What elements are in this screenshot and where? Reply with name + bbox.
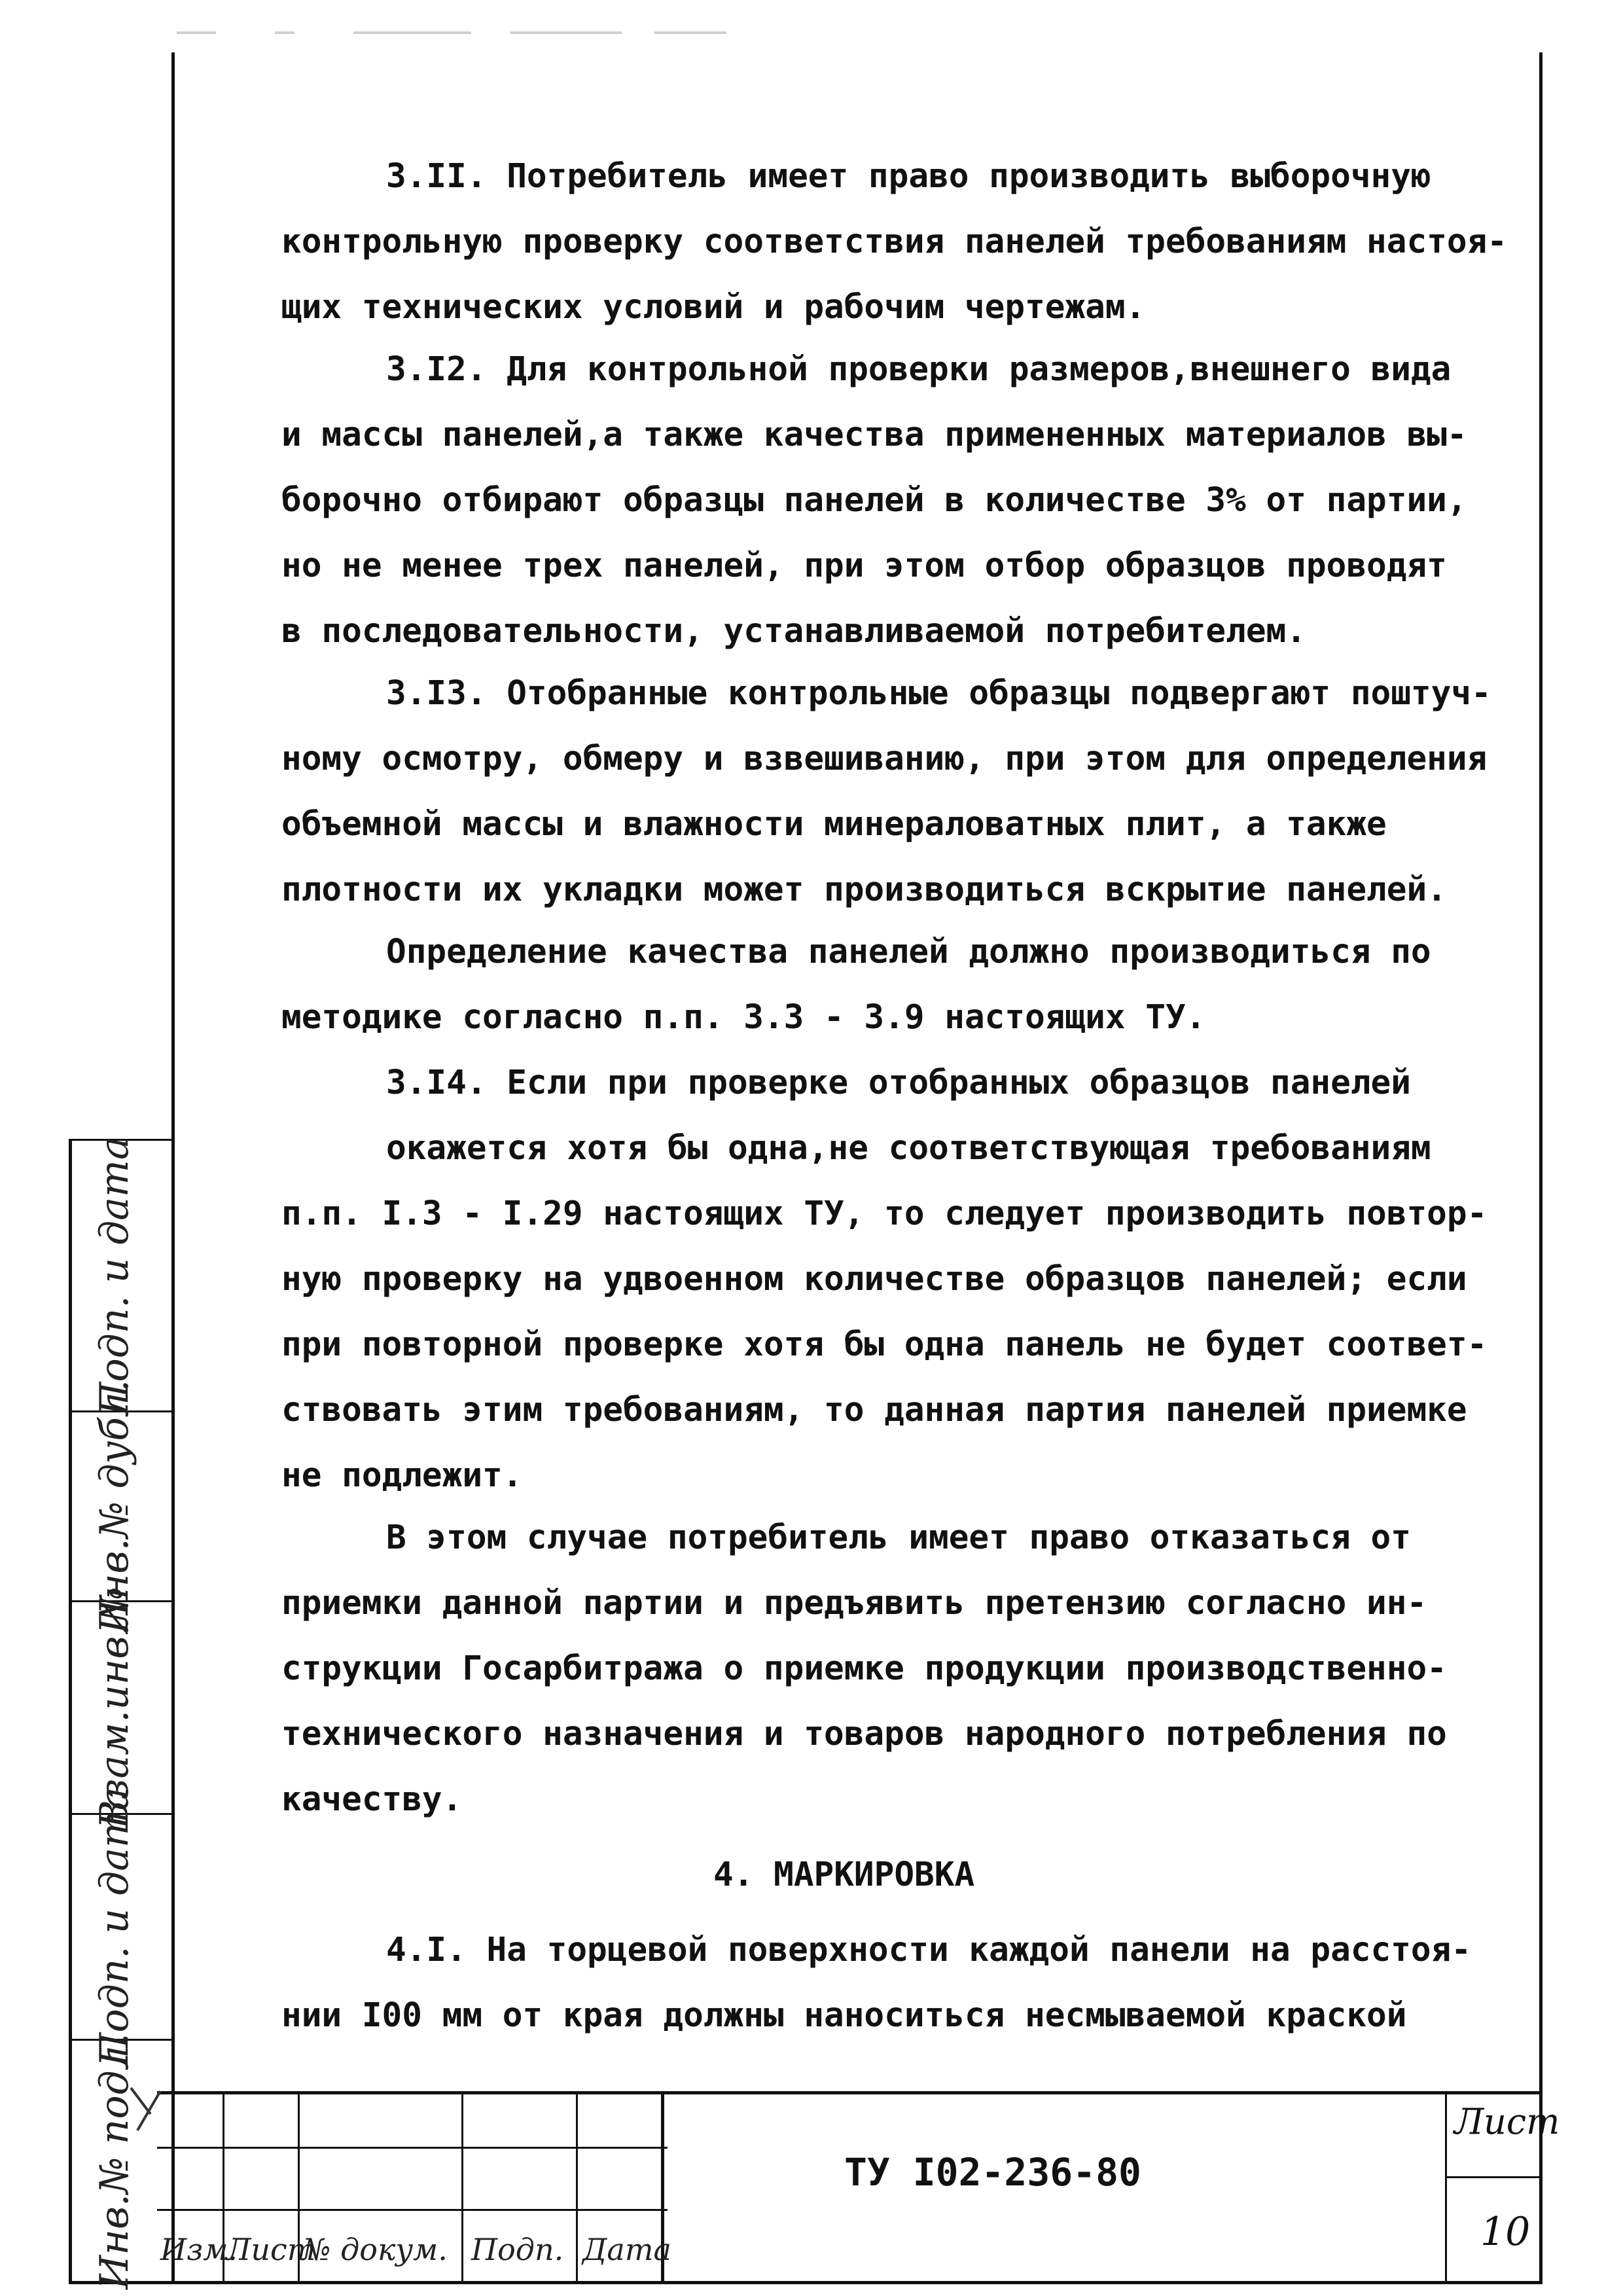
side-cell-sign-date (72, 1136, 157, 1416)
text-line: в последовательности, устанавливаемой потребителем. (281, 612, 1306, 651)
text-line: не подлежит. (281, 1456, 523, 1495)
text-line: объемной массы и влажности минераловатных плит, а также (281, 805, 1387, 844)
tb-label-doc: № докум. (302, 2232, 448, 2267)
frame-left-border (171, 52, 175, 2284)
check-mark-icon (124, 2081, 170, 2140)
sheet-label: Лист (1454, 2101, 1560, 2142)
title-block-col (576, 2091, 578, 2284)
side-cell-dup-inv (72, 1379, 157, 1634)
paragraph-4-1 (281, 1918, 1505, 2049)
text-line: плотности их укладки может производиться вскрытие панелей. (281, 870, 1447, 909)
text-line: и массы панелей,а также качества примененных материалов вы- (281, 416, 1467, 454)
side-label-sign-date: Подп. и дата (92, 1136, 137, 1416)
title-block-row (157, 2147, 668, 2149)
text-line: 3.II. Потребитель имеет право производить выборочную (386, 157, 1431, 196)
scan-artifact (654, 31, 726, 34)
side-cell-replace-inv (72, 1586, 157, 1829)
scan-artifact (510, 31, 622, 34)
text-line: щих технических условий и рабочим чертежам. (281, 288, 1146, 327)
side-label-replace-inv: Взам.инв.№ (92, 1586, 137, 1829)
text-line: В этом случае потребитель имеет право отказаться от (386, 1518, 1411, 1557)
side-label-sign-date-2: Подп. и дата (92, 1787, 137, 2067)
text-line: технического назначения и товаров народного потребления по (281, 1715, 1447, 1753)
paragraph-claim (281, 1505, 1505, 1833)
side-cell-sign-date-2 (72, 1787, 157, 2067)
title-block-row (157, 2209, 668, 2211)
tb-label-list: Лист (226, 2232, 316, 2267)
scan-artifact (275, 31, 294, 34)
tb-label-sign: Подп. (471, 2232, 564, 2267)
text-line: ному осмотру, обмеру и взвешиванию, при этом для определения (281, 740, 1488, 778)
section-heading: 4. МАРКИРОВКА (713, 1856, 975, 1894)
text-line: при повторной проверке хотя бы одна панель не будет соответ- (281, 1325, 1488, 1364)
scan-artifact (177, 31, 216, 34)
text-line: 3.I2. Для контрольной проверки размеров,внешнего вида (386, 350, 1452, 389)
side-cell-orig-inv (72, 2032, 157, 2289)
side-label-orig-inv: Инв.№ подл. (92, 2032, 137, 2289)
text-line: качеству. (281, 1780, 463, 1819)
text-line: приемки данной партии и предъявить претензию согласно ин- (281, 1584, 1427, 1623)
text-line: контрольную проверку соответствия панелей требованиям настоя- (281, 223, 1507, 261)
paragraph-3-14 (281, 1050, 1505, 1509)
sheet-number: 10 (1480, 2209, 1531, 2255)
paragraph-3-13 (281, 661, 1505, 923)
text-line: ствовать этим требованиям, то данная партия панелей приемке (281, 1391, 1467, 1429)
scan-artifact (353, 31, 471, 34)
text-line: п.п. I.3 - I.29 настоящих ТУ, то следует производить повтор- (281, 1194, 1488, 1233)
text-line: 3.I4. Если при проверке отобранных образцов панелей (386, 1064, 1411, 1102)
side-label-dup-inv: Инв.№ дубл. (92, 1379, 137, 1634)
text-line: ную проверку на удвоенном количестве образцов панелей; если (281, 1260, 1467, 1299)
title-block-row (1446, 2176, 1541, 2178)
text-line: Определение качества панелей должно производиться по (386, 933, 1431, 971)
text-line: борочно отбирают образцы панелей в количестве 3% от партии, (281, 481, 1467, 520)
text-line: методике согласно п.п. 3.3 - 3.9 настоящих ТУ. (281, 998, 1206, 1037)
document-code: ТУ I02-236-80 (844, 2150, 1141, 2195)
text-line: но не менее трех панелей, при этом отбор образцов проводят (281, 547, 1447, 585)
frame-right-border (1539, 52, 1543, 2284)
paragraph-3-12 (281, 337, 1505, 664)
title-block-col (461, 2091, 463, 2284)
text-line: нии I00 мм от края должны наноситься несмываемой краской (281, 1996, 1407, 2035)
title-block-top (157, 2091, 1543, 2094)
text-line: струкции Госарбитража о приемке продукции производственно- (281, 1649, 1447, 1688)
frame-bottom-border (69, 2281, 1543, 2284)
tb-label-izm: Изм. (160, 2232, 238, 2267)
text-line: 4.I. На торцевой поверхности каждой панели на расстоя- (386, 1931, 1472, 1969)
title-block-col (1445, 2091, 1447, 2284)
paragraph-3-11 (281, 144, 1505, 340)
text-line: 3.I3. Отобранные контрольные образцы подвергают поштуч- (386, 674, 1491, 713)
paragraph-quality (281, 920, 1505, 1050)
text-line: окажется хотя бы одна,не соответствующая требованиям (386, 1129, 1431, 1168)
tb-label-date: Дата (582, 2232, 671, 2267)
